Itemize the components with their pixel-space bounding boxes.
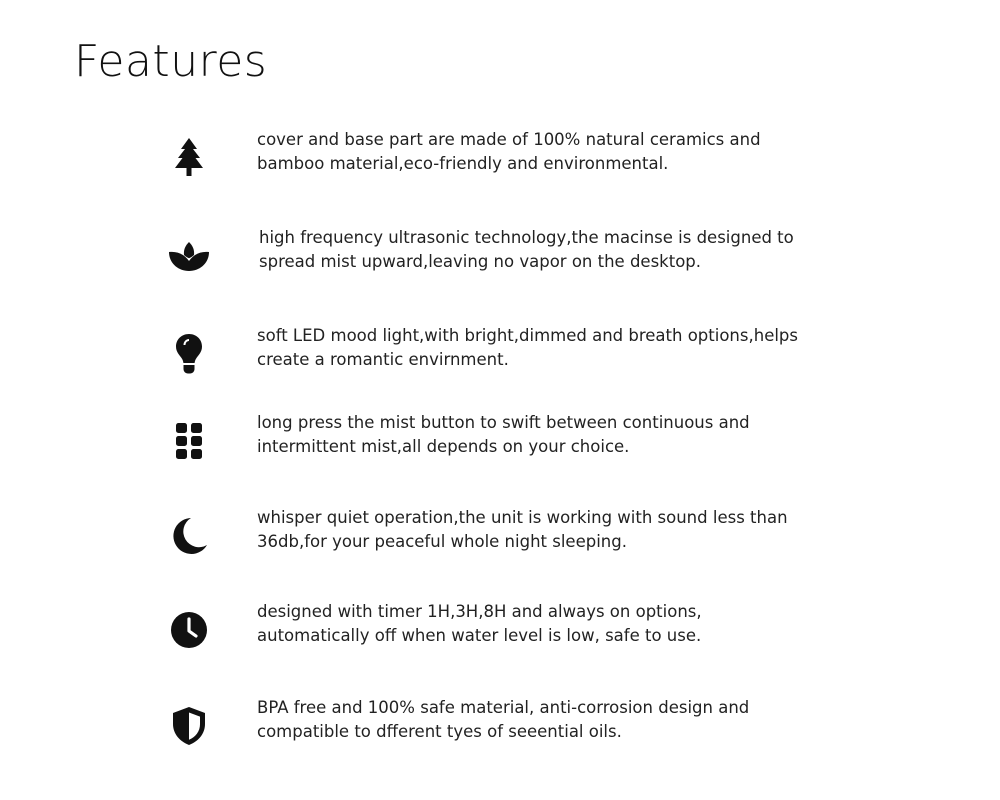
- lotus-icon: [164, 231, 214, 281]
- clock-icon: [164, 605, 214, 655]
- shield-icon: [164, 701, 214, 751]
- feature-text: whisper quiet operation,the unit is working with sound less than 36db,for your peaceful whole night sleeping.: [257, 508, 788, 551]
- feature-item: [150, 324, 850, 384]
- feature-text: cover and base part are made of 100% natural ceramics and bamboo material,eco-friendly and environmental.: [257, 130, 761, 173]
- lightbulb-icon: [164, 329, 214, 379]
- grid-dots-icon: [164, 416, 214, 466]
- feature-text: soft LED mood light,with bright,dimmed and breath options,helps create a romantic envirnment.: [257, 326, 798, 369]
- feature-text: designed with timer 1H,3H,8H and always on options, automatically off when water level is low, safe to use.: [257, 602, 702, 645]
- feature-item: [150, 128, 850, 188]
- tree-icon: [164, 133, 214, 183]
- feature-text: high frequency ultrasonic technology,the macinse is designed to spread mist upward,leaving no vapor on the desktop.: [259, 228, 794, 271]
- feature-item: [150, 506, 850, 566]
- feature-item: [150, 696, 850, 756]
- feature-item: [150, 226, 850, 286]
- page-title: Features: [74, 36, 268, 87]
- feature-text: long press the mist button to swift between continuous and intermittent mist,all depends on your choice.: [257, 413, 750, 456]
- feature-item: [150, 600, 850, 660]
- feature-item: [150, 411, 850, 471]
- feature-text: BPA free and 100% safe material, anti-corrosion design and compatible to dfferent tyes of seeential oils.: [257, 698, 750, 741]
- moon-icon: [164, 511, 214, 561]
